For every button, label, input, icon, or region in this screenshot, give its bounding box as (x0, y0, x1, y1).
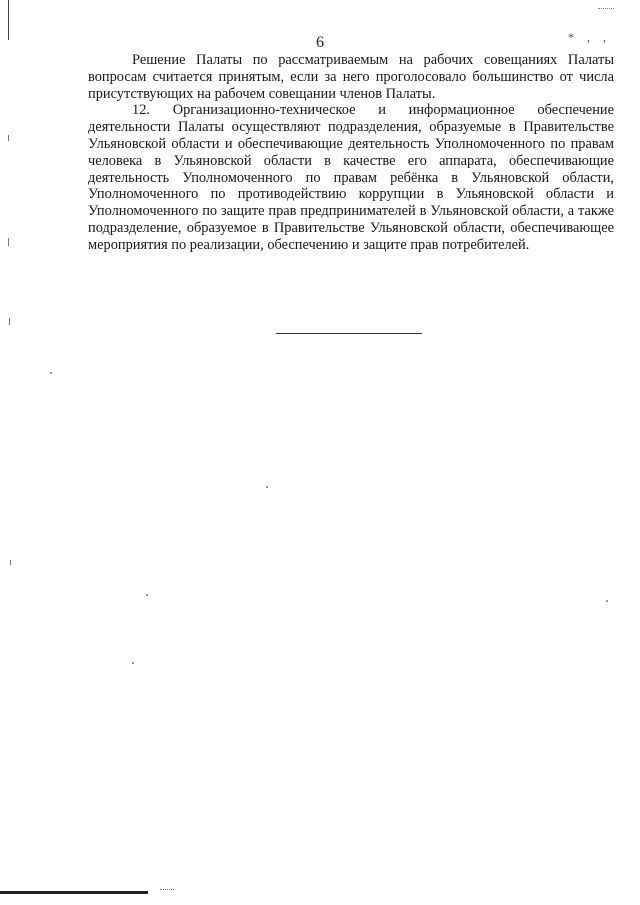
scan-corner-marks: * , , (568, 30, 611, 44)
scan-speck (8, 238, 9, 246)
page-number: 6 (316, 34, 324, 51)
scan-speck (10, 560, 11, 565)
scan-speck (146, 594, 148, 596)
scan-speck (606, 600, 608, 602)
scan-speck (132, 662, 134, 664)
scan-speck (266, 486, 268, 488)
scan-bottom-dots (160, 889, 174, 890)
scan-bottom-edge-line (0, 891, 148, 894)
paragraph-12-support: 12. Организационно-техническое и информационное обеспечение деятельности Палаты осуществляют подразделения, образуемые в Правительстве Ульяновской области и обеспечивающие деятельность Уполномоченного по правам человека в Ульяновской области в качестве его аппарата, обеспечивающие деятельность Уполномоченного по правам ребёнка в Ульяновской области, Уполномоченного по противодействию коррупции в Ульяновской области и Уполномоченного по защите прав предпринимателей в Ульяновской области, а также подразделение, образуемое в Правительстве Ульяновской области, обеспечивающее мероприятия по реализации, обеспечению и защите прав потребителей. (88, 102, 614, 253)
end-separator-line (276, 333, 422, 334)
document-body (88, 52, 614, 254)
scan-speck (9, 318, 10, 325)
scan-top-dash (598, 8, 614, 9)
scan-speck (8, 135, 9, 141)
paragraph-decision-rule: Решение Палаты по рассматриваемым на рабочих совещаниях Палаты вопросам считается принятым, если за него проголосовало большинство от числа присутствующих на рабочем совещании членов Палаты. (88, 52, 614, 102)
scan-speck (50, 372, 52, 374)
